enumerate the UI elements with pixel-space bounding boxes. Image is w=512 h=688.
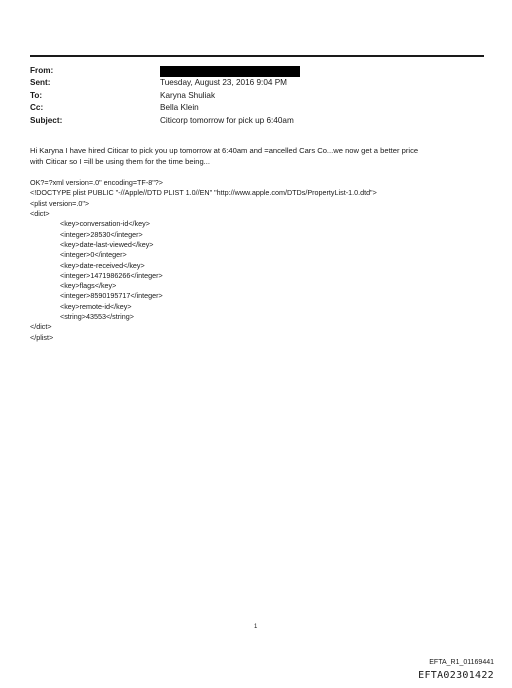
code-line: <key>date-received</key> [60, 260, 145, 270]
code-line: <key>date-last-viewed</key> [60, 239, 154, 249]
redaction-block [160, 66, 300, 77]
code-line: </plist> [30, 332, 54, 342]
cc-value: Bella Klein [160, 103, 199, 113]
code-line: <string>43553</string> [60, 312, 134, 322]
to-label: To: [30, 90, 43, 100]
cc-row [30, 103, 484, 115]
subject-row [30, 116, 484, 128]
email-header [30, 66, 484, 128]
email-body [30, 146, 484, 343]
code-line: <!DOCTYPE plist PUBLIC "-//Apple//DTD PLIST 1.0//EN" "http://www.apple.com/DTDs/PropertyList-1.0.dtd"> [30, 188, 377, 198]
sent-value: Tuesday, August 23, 2016 9:04 PM [160, 78, 287, 88]
efta-bates-number: EFTA02301422 [418, 670, 494, 681]
code-line: OK?=?xml version=.0" encoding=TF-8"?> [30, 178, 163, 188]
sent-row [30, 78, 484, 90]
subject-value: Citicorp tomorrow for pick up 6:40am [160, 115, 294, 125]
code-line: </dict> [30, 322, 52, 332]
sent-label: Sent: [30, 78, 51, 88]
plist-code [30, 178, 484, 343]
to-row [30, 91, 484, 103]
code-line: <key>conversation-id</key> [60, 219, 150, 229]
code-line: <integer>28530</integer> [60, 229, 143, 239]
from-value-redacted [160, 66, 300, 79]
efta-small-id: EFTA_R1_01169441 [429, 659, 494, 666]
subject-label: Subject: [30, 115, 63, 125]
from-label: From: [30, 66, 54, 75]
page-number: 1 [254, 624, 258, 630]
code-line: <integer>0</integer> [60, 250, 127, 260]
body-line-1: Hi Karyna I have hired Citicar to pick you up tomorrow at 6:40am and =ancelled Cars Co...we now get a better price [30, 146, 419, 155]
to-value: Karyna Shuliak [160, 90, 216, 100]
code-line: <key>remote-id</key> [60, 301, 132, 311]
code-line: <dict> [30, 209, 50, 219]
header-rule [30, 55, 484, 57]
code-line: <integer>1471986266</integer> [60, 270, 163, 280]
body-line-2: with Citicar so I =ill be using them for the time being... [30, 156, 211, 166]
code-line: <plist version=.0"> [30, 198, 90, 208]
code-line: <integer>8590195717</integer> [60, 291, 163, 301]
from-row [30, 66, 484, 78]
code-line: <key>flags</key> [60, 281, 117, 291]
cc-label: Cc: [30, 103, 44, 113]
